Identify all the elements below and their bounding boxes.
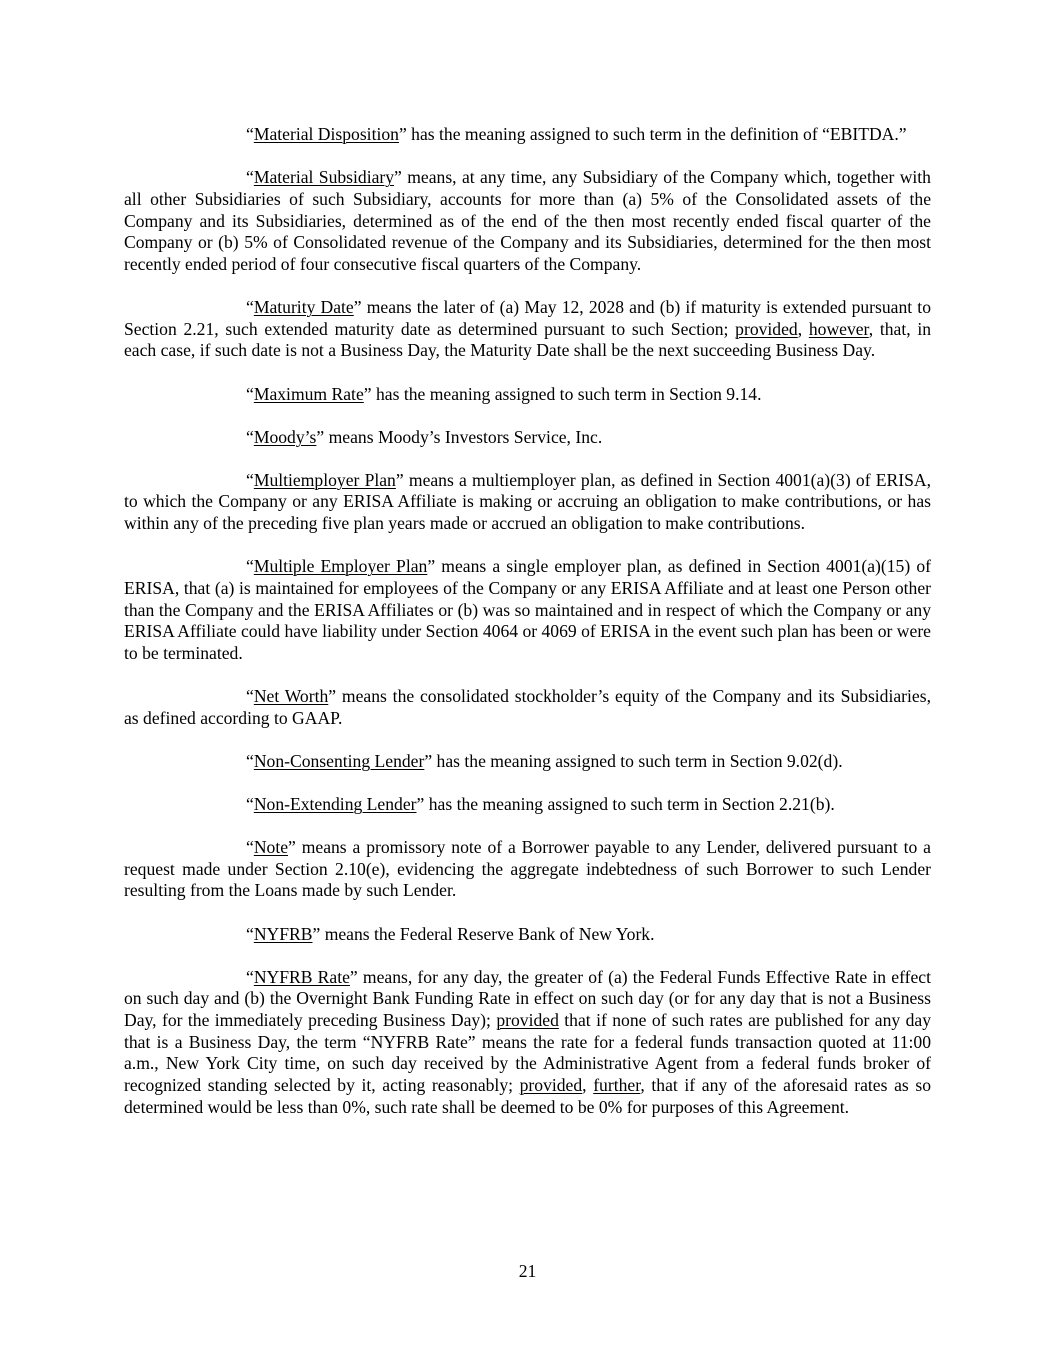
definition-paragraph — [124, 384, 931, 406]
definition-text: “ — [246, 167, 254, 188]
definition-paragraph — [124, 124, 931, 146]
defined-term: provided — [519, 1075, 583, 1096]
definition-paragraph — [124, 427, 931, 449]
definition-paragraph — [124, 686, 931, 729]
definition-text: “ — [246, 297, 254, 317]
definition-text: ” means a single employer plan, as defined in Section 4001(a)(15) of ERISA, that (a) is maintained for employees of the Company or any ERISA Affiliate and at least one Person other than the Company and the ERISA Affiliates or (b) was so maintained and in respect of which the Company or any ERISA Affiliate could have liability under Section 4064 or 4069 of ERISA in the event such plan has been or were to be terminated. — [124, 556, 931, 663]
defined-term: Moody’s — [253, 426, 317, 447]
defined-term: Multiemployer Plan — [253, 469, 396, 490]
definition-text: ” means, at any time, any Subsidiary of the Company which, together with all other Subsidiaries of such Subsidiary, accounts for more than (a) 5% of the Consolidated assets of the Company and its Subsidiaries, determined as of the end of the then most recently ended fiscal quarter of the Company or (b) 5% of Consolidated revenue of the Company and its Subsidiaries, determined for the then most recently ended period of four consecutive fiscal quarters of the Company. — [124, 167, 931, 274]
defined-term: further — [593, 1075, 641, 1096]
definition-paragraph — [124, 556, 931, 665]
definition-text: ” has the meaning assigned to such term in Section 2.21(b). — [416, 793, 835, 814]
definition-text: ” means the consolidated stockholder’s equity of the Company and its Subsidiaries, as defined according to GAAP. — [124, 686, 931, 728]
defined-term: NYFRB Rate — [253, 966, 350, 987]
definition-text: ” has the meaning assigned to such term in the definition of “EBITDA.” — [398, 124, 907, 144]
definition-text: “ — [246, 837, 254, 858]
definition-text: “ — [246, 556, 254, 577]
definition-text: “ — [246, 426, 254, 447]
page-number: 21 — [518, 1261, 537, 1281]
definition-text: , — [797, 318, 809, 339]
defined-term: Multiple Employer Plan — [253, 556, 428, 577]
definition-text: “ — [246, 686, 254, 707]
definition-paragraph — [124, 837, 931, 902]
defined-term: Non-Consenting Lender — [253, 750, 425, 771]
definition-paragraph — [124, 751, 931, 773]
definition-paragraph — [124, 794, 931, 816]
definition-paragraph — [124, 967, 931, 1119]
definition-text: that if none of such rates are published for any day that is a Business Day, the term “NYFRB Rate” means the rate for a federal funds transaction quoted at 11:00 a.m., New York City time, on such day received by the Administrative Agent from a federal funds broker of recognized standing selected by it, acting reasonably; — [124, 1010, 931, 1096]
definition-text: ” means a promissory note of a Borrower payable to any Lender, delivered pursuant to a request made under Section 2.10(e), evidencing the aggregate indebtedness of such Borrower to such Lender resulting from the Loans made by such Lender. — [124, 837, 931, 901]
definitions-list — [124, 124, 931, 1119]
definition-paragraph — [124, 297, 931, 362]
defined-term: Material Disposition — [253, 124, 399, 144]
definition-text: “ — [246, 469, 254, 490]
definition-text: “ — [246, 793, 254, 814]
definition-text: “ — [246, 923, 254, 944]
defined-term: Non-Extending Lender — [253, 793, 417, 814]
defined-term: NYFRB — [253, 923, 313, 944]
definition-text: , that, in each case, if such date is not a Business Day, the Maturity Date shall be the next succeeding Business Day. — [124, 318, 932, 361]
defined-term: Material Subsidiary — [253, 167, 395, 188]
definition-text: , that if any of the aforesaid rates as so determined would be less than 0%, such rate shall be deemed to be 0% for purposes of this Agreement. — [124, 1075, 932, 1117]
defined-term: Note — [253, 837, 289, 858]
definition-text: ” has the meaning assigned to such term in Section 9.14. — [363, 383, 762, 404]
definition-text: ” means the Federal Reserve Bank of New York. — [312, 923, 655, 944]
definition-text: ” means Moody’s Investors Service, Inc. — [316, 426, 603, 447]
definition-text: ” means the later of (a) May 12, 2028 and (b) if maturity is extended pursuant to Section 2.21, such extended maturity date as determined pursuant to such Section; — [124, 297, 931, 339]
definition-text: ” means, for any day, the greater of (a) the Federal Funds Effective Rate in effect on such day and (b) the Overnight Bank Funding Rate in effect on such day (or for any day that is not a Business Day, for the immediately preceding Business Day); — [124, 966, 931, 1031]
defined-term: Maximum Rate — [253, 383, 364, 404]
defined-term: provided — [735, 318, 798, 339]
defined-term: Maturity Date — [253, 297, 354, 317]
definition-text: , — [582, 1075, 594, 1096]
definition-paragraph — [124, 470, 931, 535]
definition-text: “ — [246, 966, 254, 987]
definition-text: ” means a multiemployer plan, as defined in Section 4001(a)(3) of ERISA, to which the Company or any ERISA Affiliate is making or accruing an obligation to make contributions, or has within any of the preceding five plan years made or accrued an obligation to make contributions. — [124, 469, 931, 534]
defined-term: Net Worth — [253, 686, 329, 707]
defined-term: provided — [496, 1010, 559, 1031]
definition-text: “ — [246, 750, 254, 771]
document-body — [124, 124, 931, 1140]
definition-text: “ — [246, 124, 254, 144]
definition-text: “ — [246, 383, 254, 404]
defined-term: however — [808, 318, 869, 339]
definition-paragraph — [124, 924, 931, 946]
definition-paragraph — [124, 167, 931, 276]
definition-text: ” has the meaning assigned to such term in Section 9.02(d). — [424, 750, 843, 771]
